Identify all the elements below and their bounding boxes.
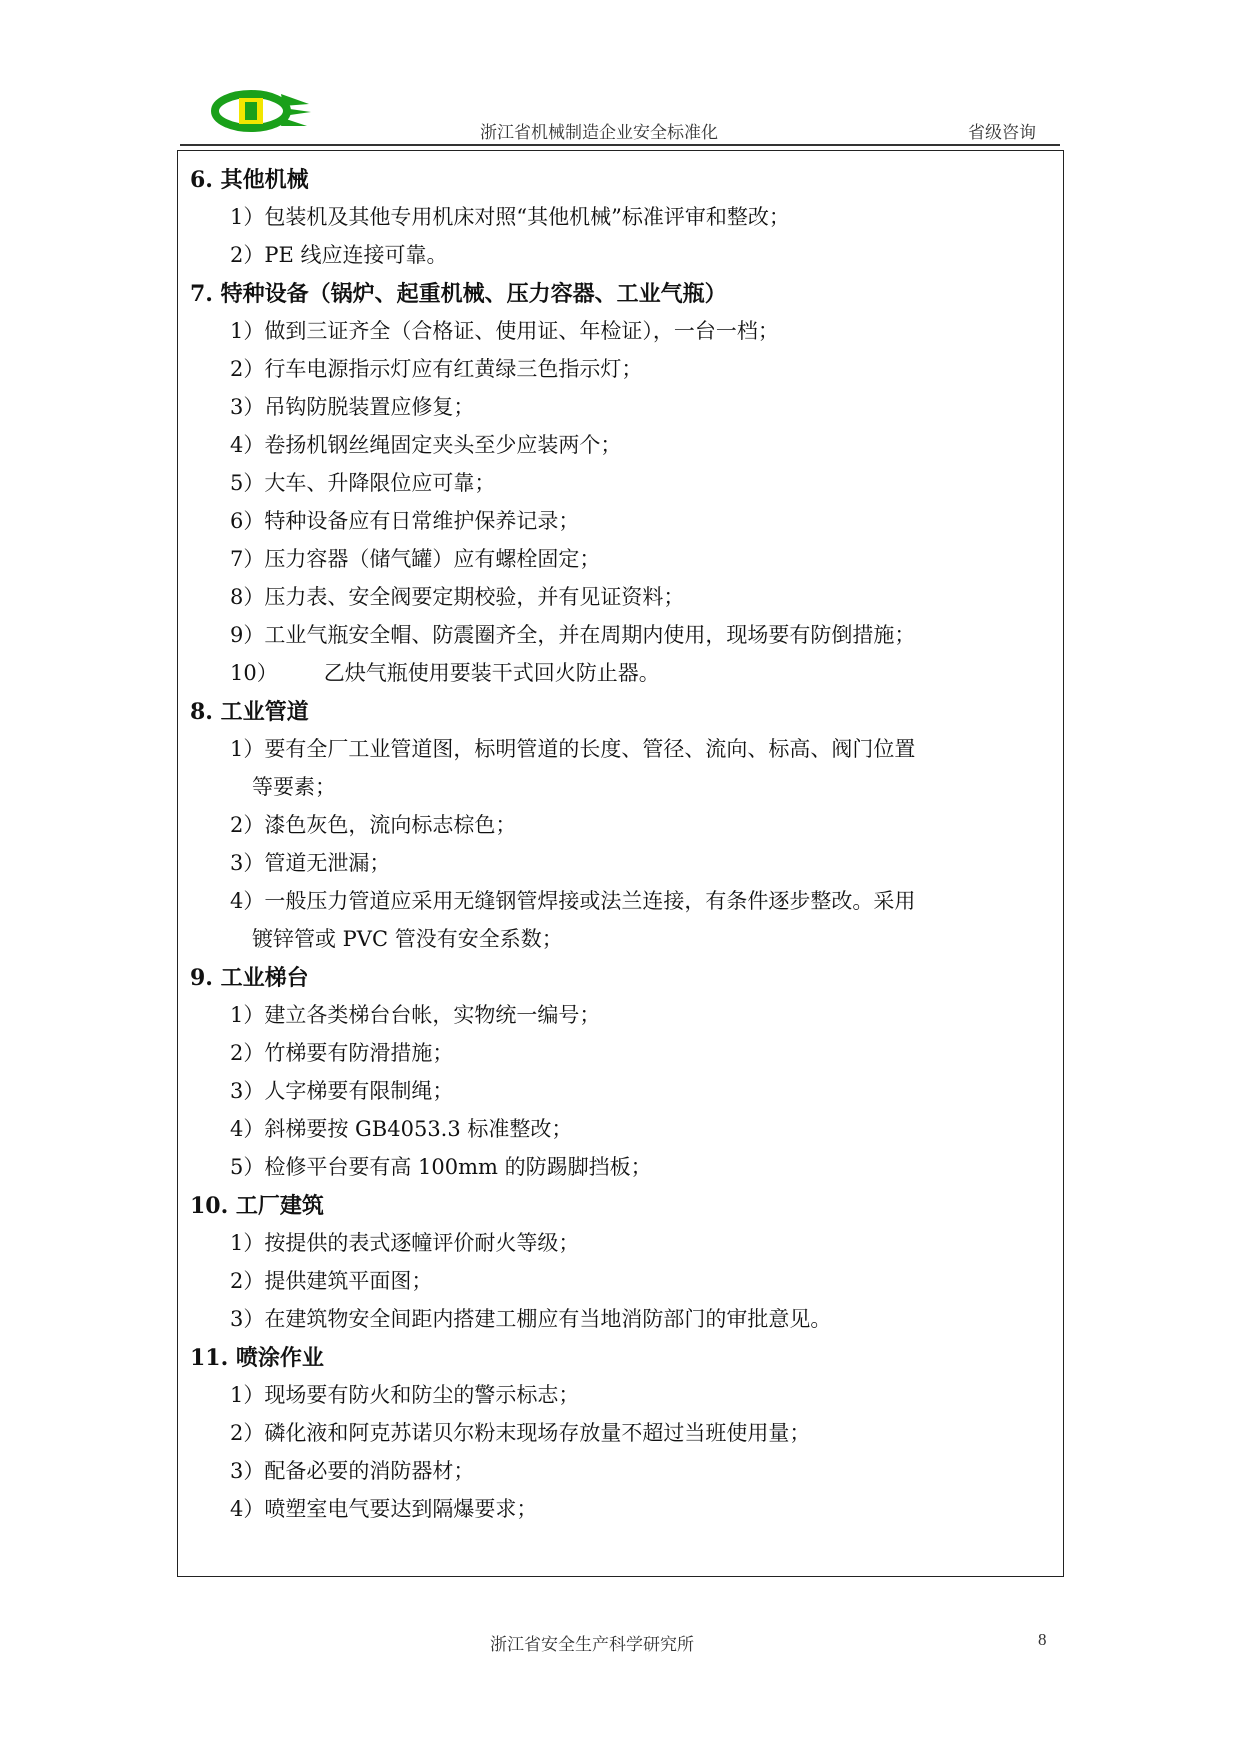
list-item: 1）现场要有防火和防尘的警示标志； — [230, 1383, 580, 1407]
section-title: 7. 特种设备（锅炉、起重机械、压力容器、工业气瓶） — [190, 281, 727, 307]
list-item: 5）大车、升降限位应可靠； — [230, 471, 496, 495]
list-item: 3）吊钩防脱装置应修复； — [230, 395, 475, 419]
section-title: 8. 工业管道 — [190, 699, 309, 725]
list-item: 4）卷扬机钢丝绳固定夹头至少应装两个； — [230, 433, 622, 457]
list-item: 6）特种设备应有日常维护保养记录； — [230, 509, 580, 533]
list-item: 5）检修平台要有高 100mm 的防踢脚挡板； — [230, 1155, 652, 1179]
content-box — [177, 150, 1064, 1577]
list-item: 3）配备必要的消防器材； — [230, 1459, 475, 1483]
section-title: 9. 工业梯台 — [190, 965, 309, 991]
header-right-label: 省级咨询 — [968, 123, 1036, 143]
list-item: 8）压力表、安全阀要定期校验，并有见证资料； — [230, 585, 685, 609]
list-item: 1）建立各类梯台台帐，实物统一编号； — [230, 1003, 601, 1027]
page-header — [180, 80, 1060, 146]
list-item: 3）人字梯要有限制绳； — [230, 1079, 454, 1103]
list-item: 3）在建筑物安全间距内搭建工棚应有当地消防部门的审批意见。 — [230, 1307, 832, 1331]
organization-logo-icon — [205, 86, 315, 136]
list-item-text: 乙炔气瓶使用要装干式回火防止器。 — [323, 661, 660, 685]
list-item-continuation: 镀锌管或 PVC 管没有安全系数； — [252, 927, 563, 951]
footer-organization: 浙江省安全生产科学研究所 — [490, 1635, 694, 1655]
list-item: 2）竹梯要有防滑措施； — [230, 1041, 454, 1065]
section-title: 6. 其他机械 — [190, 167, 309, 193]
header-title: 浙江省机械制造企业安全标准化 — [480, 123, 718, 143]
list-item: 9）工业气瓶安全帽、防震圈齐全，并在周期内使用，现场要有防倒措施； — [230, 623, 916, 647]
list-item: 1）做到三证齐全（合格证、使用证、年检证），一台一档； — [230, 319, 779, 343]
page-number: 8 — [1038, 1630, 1047, 1649]
list-item: 2）PE 线应连接可靠。 — [230, 243, 448, 267]
list-item: 4）喷塑室电气要达到隔爆要求； — [230, 1497, 538, 1521]
list-item: 1）包装机及其他专用机床对照“其他机械”标准评审和整改； — [230, 205, 790, 229]
list-item: 4）斜梯要按 GB4053.3 标准整改； — [230, 1117, 573, 1141]
list-item: 2）行车电源指示灯应有红黄绿三色指示灯； — [230, 357, 643, 381]
list-item: 2）提供建筑平面图； — [230, 1269, 433, 1293]
list-item-continuation: 等要素； — [252, 775, 336, 799]
header-divider — [180, 144, 1060, 146]
list-item: 4）一般压力管道应采用无缝钢管焊接或法兰连接，有条件逐步整改。采用 — [230, 889, 916, 913]
section-title: 11. 喷涂作业 — [190, 1345, 324, 1371]
list-item: 7）压力容器（储气罐）应有螺栓固定； — [230, 547, 601, 571]
section-title: 10. 工厂建筑 — [190, 1193, 324, 1219]
list-item: 2）磷化液和阿克苏诺贝尔粉末现场存放量不超过当班使用量； — [230, 1421, 811, 1445]
list-item: 1）按提供的表式逐幢评价耐火等级； — [230, 1231, 580, 1255]
list-item: 2）漆色灰色，流向标志棕色； — [230, 813, 517, 837]
list-item-number: 10） — [230, 661, 278, 685]
list-item: 3）管道无泄漏； — [230, 851, 391, 875]
list-item: 1）要有全厂工业管道图，标明管道的长度、管径、流向、标高、阀门位置 — [230, 737, 916, 761]
list-item — [230, 657, 660, 687]
